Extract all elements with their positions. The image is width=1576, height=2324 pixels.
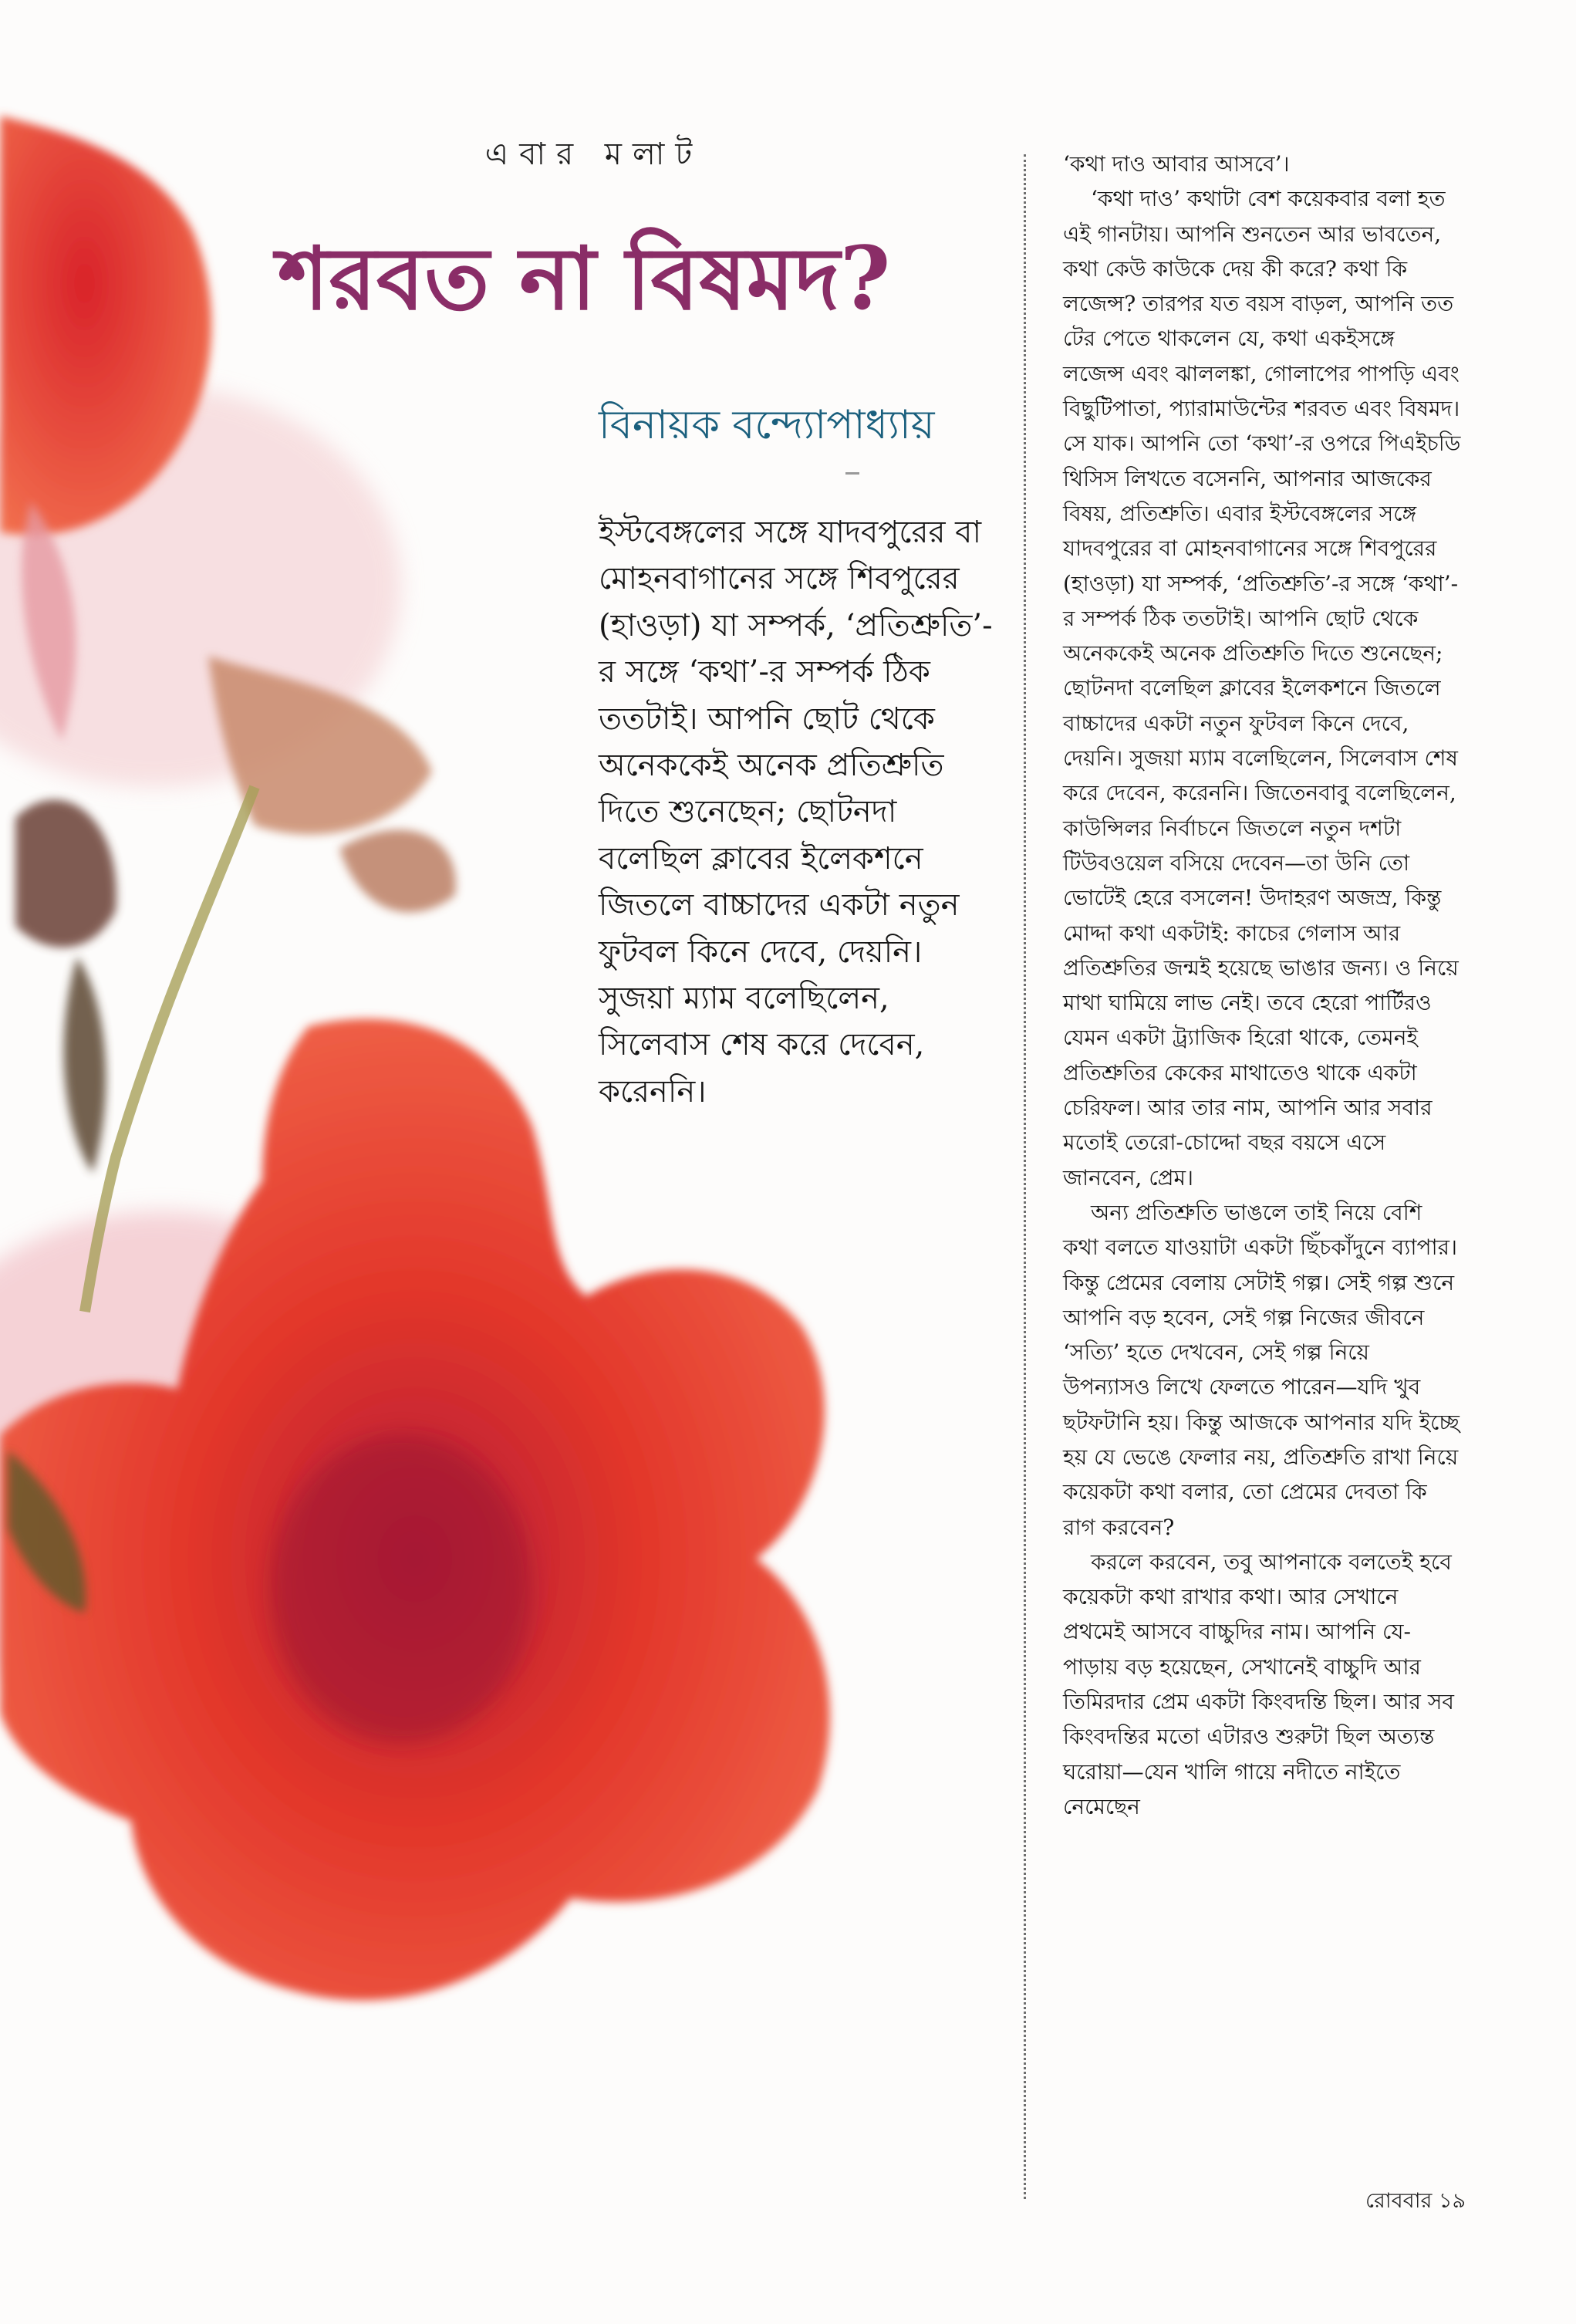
body-paragraph: ‘কথা দাও’ কথাটা বেশ কয়েকবার বলা হত এই গানটায়। আপনি শুনতেন আর ভাবতেন, কথা কেউ কাউকে দেয় কী করে? কথা কি লজেন্স? তারপর যত বয়স বাড়ল, আপনি তত টের পেতে থাকলেন যে, কথা একইসঙ্গে লজেন্স এবং ঝাললঙ্কা, গোলাপের পাপড়ি এবং বিছুটিপাতা, প্যারামাউন্টের শরবত এবং বিষমদ। সে যাক। আপনি তো ‘কথা’-র ওপরে পিএইচডি থিসিস লিখতে বসেননি, আপনার আজকের বিষয়, প্রতিশ্রুতি। এবার ইস্টবেঙ্গলের সঙ্গে যাদবপুরের বা মোহনবাগানের সঙ্গে শিবপুরের (হাওড়া) যা সম্পর্ক, ‘প্রতিশ্রুতি’-র সঙ্গে ‘কথা’-র সম্পর্ক ঠিক ততটাই। আপনি ছোট থেকে অনেককেই অনেক প্রতিশ্রুতি দিতে শুনেছেন; ছোটনদা বলেছিল ক্লাবের ইলেকশনে জিতলে বাচ্চাদের একটা নতুন ফুটবল কিনে দেবে, দেয়নি। সুজয়া ম্যাম বলেছিলেন, সিলেবাস শেষ করে দেবেন, করেননি। জিতেনবাবু বলেছিলেন, কাউন্সিলর নির্বাচনে জিতলে নতুন দশটা টিউবওয়েল বসিয়ে দেবেন—তা উনি তো ভোটেই হেরে বসলেন! উদাহরণ অজস্র, কিন্তু মোদ্দা কথা একটাই: কাচের গেলাস আর প্রতিশ্রুতির জন্মই হয়েছে ভাঙার জন্য। ও নিয়ে মাথা ঘামিয়ে লাভ নেই। তবে হেরো পার্টিরও যেমন একটা ট্র্যাজিক হিরো থাকে, তেমনই প্রতিশ্রুতির কেকের মাথাতেও থাকে একটা চেরিফল। আর তার নাম, আপনি আর সবার মতোই তেরো-চোদ্দো বছর বয়সে এসে জানবেন, প্রেম। bbox=[1063, 186, 1461, 1191]
page-folio: রোববার ১৯ bbox=[1365, 2189, 1466, 2213]
brown-leaf-small bbox=[339, 830, 456, 913]
column-divider bbox=[1024, 154, 1026, 2199]
author-byline: বিনায়ক বন্দ্যোপাধ্যায় bbox=[599, 402, 935, 448]
section-kicker: এবার মলাট bbox=[484, 137, 704, 172]
lead-paragraph-block bbox=[599, 509, 1000, 1115]
dark-leaf-middle bbox=[64, 957, 106, 1173]
body-paragraph: অন্য প্রতিশ্রুতি ভাঙলে তাই নিয়ে বেশি কথা বলতে যাওয়াটা একটা ছিঁচকাঁদুনে ব্যাপার। কিন্তু প্রেমের বেলায় সেটাই গল্প। সেই গল্প শুনে আপনি বড় হবেন, সেই গল্প নিজের জীবনে ‘সত্যি’ হতে দেখবেন, সেই গল্প নিয়ে উপন্যাসও লিখে ফেলতে পারেন—যদি খুব ছটফটানি হয়। কিন্তু আজকে আপনার যদি ইচ্ছে হয় যে ভেঙে ফেলার নয়, প্রতিশ্রুতি রাখা নিয়ে কয়েকটা কথা বলার, তো প্রেমের দেবতা কি রাগ করবেন? bbox=[1063, 1199, 1460, 1540]
body-column bbox=[1063, 147, 1461, 1824]
flower-dark-center bbox=[270, 1435, 532, 1744]
byline-dash bbox=[845, 472, 859, 475]
body-paragraph: করলে করবেন, তবু আপনাকে বলতেই হবে কয়েকটা কথা রাখার কথা। আর সেখানে প্রথমেই আসবে বাচ্চুদির নাম। আপনি যে-পাড়ায় বড় হয়েছেন, সেখানেই বাচ্চুদি আর তিমিরদার প্রেম একটা কিংবদন্তি ছিল। আর সব কিংবদন্তির মতো এটারও শুরুটা ছিল অত্যন্ত ঘরোয়া—যেন খালি গায়ে নদীতে নাইতে নেমেছেন bbox=[1063, 1549, 1454, 1819]
lead-paragraph: ইস্টবেঙ্গলের সঙ্গে যাদবপুরের বা মোহনবাগানের সঙ্গে শিবপুরের (হাওড়া) যা সম্পর্ক, ‘প্রতিশ্রুতি’-র সঙ্গে ‘কথা’-র সম্পর্ক ঠিক ততটাই। আপনি ছোট থেকে অনেককেই অনেক প্রতিশ্রুতি দিতে শুনেছেন; ছোটনদা বলেছিল ক্লাবের ইলেকশনে জিতলে বাচ্চাদের একটা নতুন ফুটবল কিনে দেবে, দেয়নি। সুজয়া ম্যাম বলেছিলেন, সিলেবাস শেষ করে দেবেন, করেননি। bbox=[599, 515, 993, 1110]
body-paragraph: ‘কথা দাও আবার আসবে’। bbox=[1063, 151, 1290, 177]
article-title: শরবত না বিষমদ? bbox=[278, 228, 891, 329]
dark-leaf-left bbox=[15, 799, 116, 947]
